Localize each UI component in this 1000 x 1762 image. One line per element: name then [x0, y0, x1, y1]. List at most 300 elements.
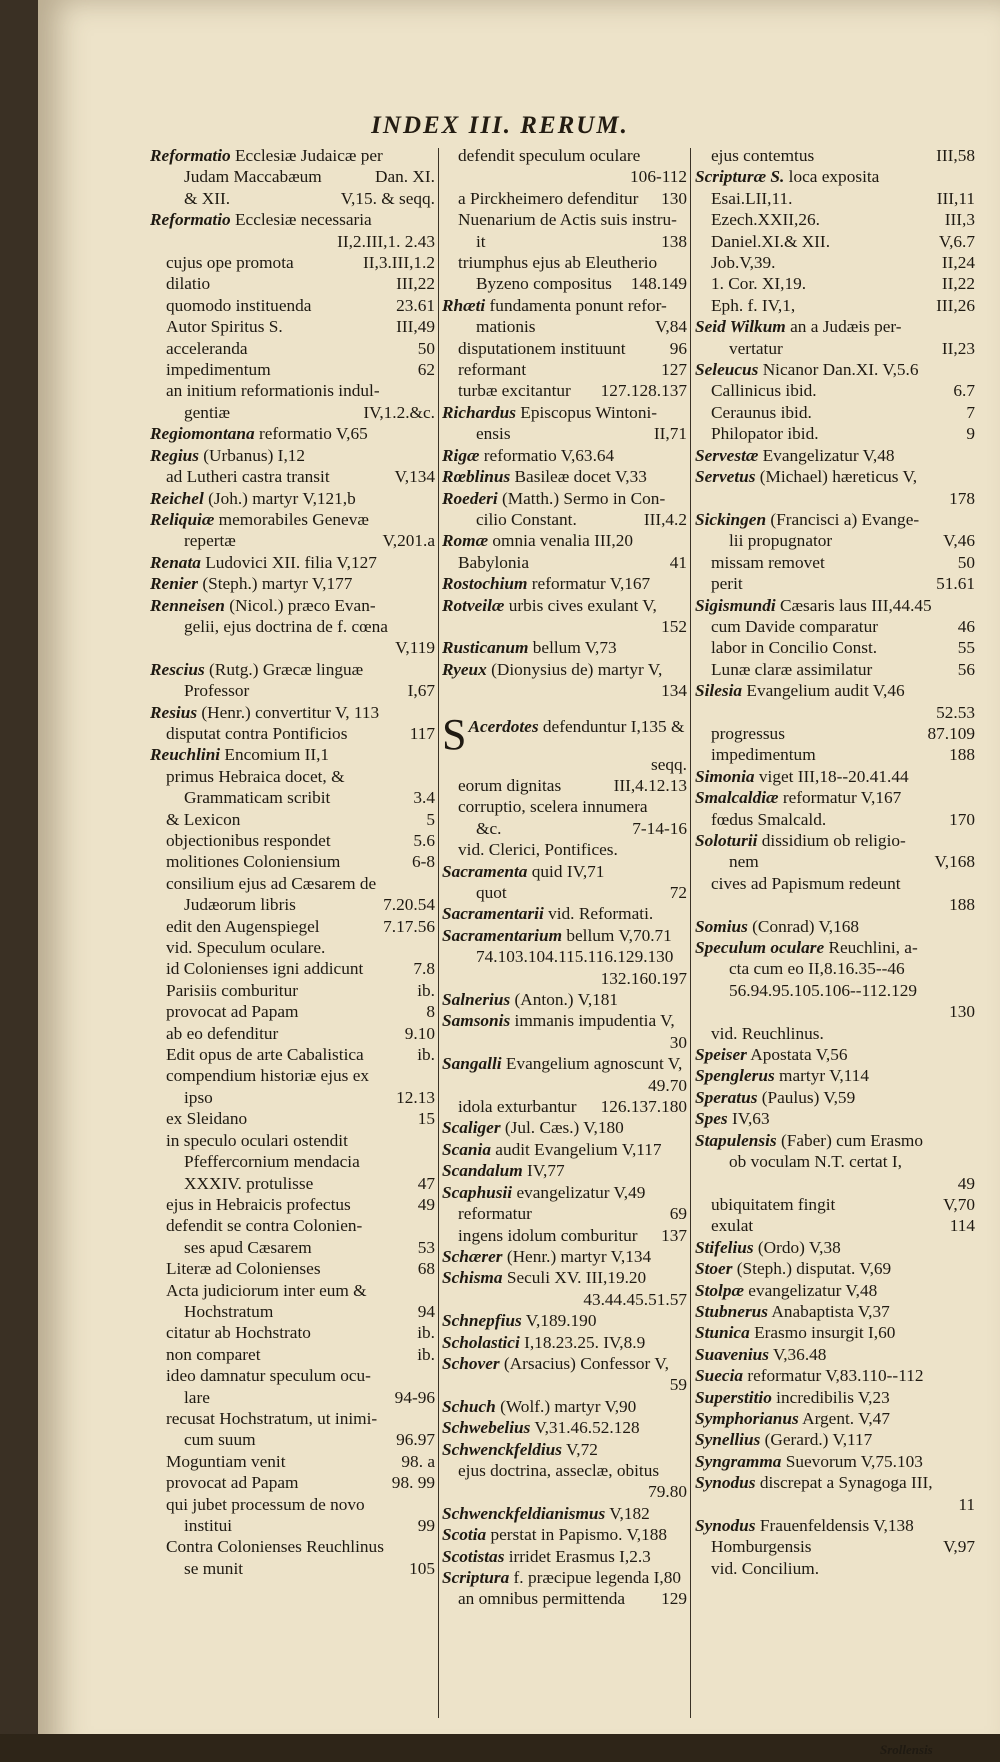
index-subentry: impedimentum 188 — [711, 745, 975, 765]
index-entry: Spes IV,63 — [695, 1109, 770, 1129]
index-subentry: Parisiis comburitur ib. — [166, 980, 435, 1000]
entry-keyword: Rotveilæ — [442, 595, 505, 615]
index-subentry: ab eo defenditur 9.10 — [166, 1023, 435, 1043]
index-subentry: ex Sleidano 15 — [166, 1109, 435, 1129]
entry-keyword: Suavenius — [695, 1344, 769, 1364]
index-subentry: Hochstratum 94 — [184, 1301, 435, 1321]
index-subentry: progressus 87.109 — [711, 723, 975, 743]
index-subentry: eorum dignitas III,4.12.13 — [458, 775, 687, 795]
entry-keyword: Somius — [695, 916, 748, 936]
index-subentry: & XII. V,15. & seqq. — [184, 188, 435, 208]
index-subentry: an initium reformationis indul- — [166, 381, 380, 401]
page-reference: II,22 — [941, 274, 975, 294]
page-reference: 9 — [966, 424, 975, 444]
index-subentry — [442, 680, 687, 701]
page-reference: 105 — [409, 1558, 435, 1578]
index-subentry: institui 99 — [184, 1516, 435, 1535]
index-subentry — [442, 1289, 687, 1310]
entry-keyword: Stifelius — [695, 1237, 754, 1257]
index-subentry: vid. Reuchlinus. — [711, 1023, 824, 1043]
index-entry: Schærer (Henr.) martyr V,134 — [442, 1246, 652, 1266]
index-subentry: primus Hebraica docet, & — [166, 766, 345, 786]
index-subentry: Homburgensis V,97 — [711, 1537, 975, 1557]
index-subentry: disputationem instituunt 96 — [458, 338, 687, 358]
index-entry: Speculum oculare Reuchlini, a- — [695, 938, 918, 958]
page-reference: 117 — [409, 723, 435, 743]
page-reference: 7.8 — [413, 959, 435, 979]
page-reference: 188 — [949, 895, 975, 915]
index-subentry: vid. Clerici, Pontifices. — [458, 840, 618, 860]
page-reference: seqq. — [651, 754, 687, 774]
entry-keyword: Spenglerus — [695, 1066, 775, 1086]
index-subentry: ingens idolum comburitur 137 — [458, 1225, 687, 1245]
page-reference: 47 — [417, 1173, 435, 1193]
entry-keyword: Synodus — [695, 1516, 756, 1535]
index-entry: Servetus (Michael) hæreticus V, — [695, 467, 918, 487]
page-reference: V,119 — [395, 638, 435, 658]
entry-keyword: Stapulensis — [695, 1130, 777, 1150]
index-subentry: Pfeffercornium mendacia — [184, 1152, 360, 1172]
page-reference: 129 — [661, 1589, 687, 1609]
entry-keyword: Synodus — [695, 1473, 756, 1493]
index-entry: Speiser Apostata V,56 — [695, 1045, 848, 1065]
page-reference: III,11 — [936, 188, 975, 208]
entry-keyword: Seleucus — [695, 360, 759, 380]
index-subentry: disputat contra Pontificios 117 — [166, 723, 435, 743]
index-subentry: Grammaticam scribit 3.4 — [184, 788, 435, 808]
entry-keyword: Scaphusii — [442, 1182, 513, 1202]
page-reference: 12.13 — [396, 1087, 435, 1107]
entry-keyword: Schnepfius — [442, 1311, 522, 1331]
index-subentry: Philopator ibid. 9 — [711, 424, 975, 444]
page-reference: 5.6 — [413, 831, 435, 850]
index-subentry: Ezech.XXII,26. III,3 — [711, 210, 975, 230]
entry-keyword: Scriptura — [442, 1568, 510, 1587]
index-entry: Roederi (Matth.) Sermo in Con- — [442, 488, 666, 508]
index-subentry: Job.V,39. II,24 — [711, 253, 975, 273]
page-reference: II,2.III,1. 2.43 — [337, 231, 435, 251]
page-reference: 87.109 — [927, 723, 975, 743]
page-reference: 50 — [417, 338, 435, 358]
index-entry: Stoer (Steph.) disputat. V,69 — [695, 1259, 892, 1279]
index-subentry: Acta judiciorum inter eum & — [166, 1280, 367, 1300]
index-subentry: Professor I,67 — [184, 681, 435, 701]
index-subentry: Daniel.XI.& XII. V,6.7 — [711, 231, 975, 251]
page-reference: III,4.12.13 — [613, 775, 687, 795]
index-subentry: ejus in Hebraicis profectus 49 — [166, 1194, 435, 1214]
entry-keyword: Speculum oculare — [695, 938, 825, 958]
page-reference: 46 — [957, 616, 975, 636]
entry-keyword: Sacramentarii — [442, 904, 544, 924]
page-reference: 138 — [661, 231, 687, 251]
index-column-1 — [150, 145, 435, 1579]
index-entry: Scholastici I,18.23.25. IV,8.9 — [442, 1332, 646, 1352]
index-subentry: repertæ V,201.a — [184, 531, 435, 551]
index-column-3 — [695, 145, 975, 1579]
index-subentry: Esai.LII,11. III,11 — [711, 188, 975, 208]
page-reference: V,134 — [394, 467, 435, 487]
entry-keyword: Scholastici — [442, 1332, 520, 1352]
index-subentry: cujus ope promota II,3.III,1.2 — [166, 253, 435, 273]
entry-keyword: Symphorianus — [695, 1408, 799, 1428]
entry-keyword: Resius — [150, 702, 198, 722]
index-entry: Suecia reformatur V,83.110--112 — [695, 1366, 924, 1386]
index-subentry: provocat ad Papam 98. 99 — [166, 1473, 435, 1493]
index-entry: Schwenckfeldianismus V,182 — [442, 1503, 650, 1523]
page-reference: 7 — [966, 402, 975, 422]
index-entry: Stolpæ evangelizatur V,48 — [695, 1280, 878, 1300]
index-subentry: & Lexicon 5 — [166, 809, 435, 829]
page-reference: V,201.a — [382, 531, 435, 551]
index-subentry: cta cum eo II,8.16.35--46 — [729, 959, 905, 979]
index-subentry: in speculo oculari ostendit — [166, 1130, 348, 1150]
index-subentry: consilium ejus ad Cæsarem de — [166, 873, 377, 893]
page-reference: 94 — [417, 1301, 435, 1321]
index-subentry: defendit se contra Colonien- — [166, 1216, 363, 1236]
index-entry: Sigismundi Cæsaris laus III,44.45 — [695, 595, 932, 615]
index-subentry: cum Davide comparatur 46 — [711, 616, 975, 636]
index-entry: Symphorianus Argent. V,47 — [695, 1408, 890, 1428]
index-subentry: triumphus ejus ab Eleutherio — [458, 253, 658, 273]
index-entry: Servestæ Evangelizatur V,48 — [695, 445, 895, 465]
index-subentry: gelii, ejus doctrina de f. cœna — [184, 616, 388, 636]
index-entry: Speratus (Paulus) V,59 — [695, 1087, 856, 1107]
entry-keyword: Schuch — [442, 1396, 496, 1416]
entry-keyword: Servestæ — [695, 445, 759, 465]
page-reference: III,58 — [936, 146, 975, 165]
entry-keyword: Speratus — [695, 1087, 758, 1107]
index-entry: Regius (Urbanus) I,12 — [150, 445, 306, 465]
page-reference: 51.61 — [936, 574, 975, 594]
page-reference: III,3 — [944, 210, 975, 230]
entry-keyword: Sacramenta — [442, 861, 528, 881]
index-entry: Renier (Steph.) martyr V,177 — [150, 574, 353, 594]
entry-keyword: Richardus — [442, 402, 516, 422]
index-entry: Renneisen (Nicol.) præco Evan- — [150, 595, 376, 615]
index-entry: Scotistas irridet Erasmus I,2.3 — [442, 1546, 651, 1566]
page-reference: 11 — [958, 1494, 975, 1514]
entry-keyword: Schover — [442, 1353, 500, 1373]
page-reference: ib. — [417, 1323, 435, 1343]
page-header: INDEX III. RERUM. — [371, 112, 629, 139]
page-reference: 6.7 — [953, 381, 975, 401]
entry-keyword: Scotia — [442, 1525, 487, 1545]
index-entry: Scriptura f. præcipue legenda I,80 — [442, 1568, 682, 1587]
index-entry: Schisma Seculi XV. III,19.20 — [442, 1268, 647, 1288]
initial-letter: S — [442, 715, 467, 754]
page-reference: 23.61 — [396, 295, 435, 315]
page-reference: 130 — [661, 188, 687, 208]
index-subentry: 56.94.95.105.106--112.129 — [729, 980, 918, 1000]
index-subentry: Eph. f. IV,1, III,26 — [711, 295, 975, 315]
index-subentry: labor in Concilio Const. 55 — [711, 638, 975, 658]
page-reference: V,70 — [943, 1194, 975, 1214]
entry-keyword: Regius — [150, 445, 199, 465]
entry-keyword: Salnerius — [442, 990, 511, 1010]
page-reference: 94-96 — [394, 1387, 435, 1407]
index-entry: Scaliger (Jul. Cæs.) V,180 — [442, 1118, 624, 1138]
index-subentry: a Pirckheimero defenditur 130 — [458, 188, 687, 208]
page-reference: 79.80 — [648, 1482, 687, 1502]
index-entry: Sacramentarium bellum V,70.71 — [442, 925, 672, 945]
index-subentry: fœdus Smalcald. 170 — [711, 809, 975, 829]
entry-keyword: Reformatio — [150, 146, 231, 165]
index-subentry: nem V,168 — [729, 852, 975, 872]
index-subentry: mationis V,84 — [476, 317, 687, 337]
index-subentry: Autor Spiritus S. III,49 — [166, 317, 435, 337]
page-reference: 8 — [426, 1002, 435, 1022]
entry-keyword: Sickingen — [695, 509, 767, 529]
index-entry: Schover (Arsacius) Confessor V, — [442, 1353, 669, 1373]
entry-keyword: Speiser — [695, 1045, 747, 1065]
index-subentry: cum suum 96.97 — [184, 1430, 435, 1450]
page-reference: 41 — [669, 552, 687, 572]
index-subentry: defendit speculum oculare — [458, 146, 641, 165]
index-subentry: edit den Augenspiegel 7.17.56 — [166, 916, 435, 936]
index-subentry: gentiæ IV,1.2.&c. — [184, 402, 435, 422]
index-entry: Simonia viget III,18--20.41.44 — [695, 766, 909, 786]
entry-keyword: Schwebelius — [442, 1418, 531, 1438]
index-entry: Scotia perstat in Papismo. V,188 — [442, 1525, 667, 1545]
index-subentry: Edit opus de arte Cabalistica ib. — [166, 1045, 435, 1065]
index-entry: S Acerdotes defenduntur I,135 & — [442, 715, 685, 754]
page-reference: 7.17.56 — [383, 916, 435, 936]
index-entry: Sacramenta quid IV,71 — [442, 861, 605, 881]
index-subentry — [442, 702, 687, 716]
index-subentry: ideo damnatur speculum ocu- — [166, 1366, 371, 1386]
index-subentry — [442, 1374, 687, 1395]
page-reference: Dan. XI. — [375, 167, 435, 187]
entry-keyword: Stolpæ — [695, 1280, 744, 1300]
page-reference: ib. — [417, 1344, 435, 1364]
page-reference: III,26 — [936, 295, 975, 315]
page-reference: 170 — [949, 809, 975, 829]
entry-keyword: Regiomontana — [150, 424, 255, 444]
page-reference: 56 — [957, 659, 975, 679]
page-reference: III,22 — [396, 274, 435, 294]
page-reference: II,3.III,1.2 — [363, 253, 435, 273]
page-reference: II,71 — [653, 424, 687, 444]
index-subentry: se munit 105 — [184, 1558, 435, 1578]
index-column-2 — [442, 145, 687, 1610]
index-entry: Seleucus Nicanor Dan.XI. V,5.6 — [695, 360, 919, 380]
entry-keyword: Sacramentarium — [442, 925, 563, 945]
index-subentry: ad Lutheri castra transit V,134 — [166, 467, 435, 487]
index-subentry: 74.103.104.115.116.129.130 — [476, 947, 674, 967]
index-subentry — [442, 616, 687, 637]
page-reference: 98. a — [401, 1451, 435, 1471]
entry-keyword: Samsonis — [442, 1011, 511, 1031]
index-subentry: qui jubet processum de novo — [166, 1494, 365, 1514]
entry-keyword: Scaliger — [442, 1118, 501, 1138]
index-entry: Reuchlini Encomium II,1 — [150, 745, 330, 765]
index-subentry: Babylonia 41 — [458, 552, 687, 572]
page-reference: 178 — [949, 488, 975, 508]
index-subentry: objectionibus respondet 5.6 — [166, 831, 435, 850]
entry-keyword: Stunica — [695, 1323, 750, 1343]
index-subentry: non comparet ib. — [166, 1344, 435, 1364]
page-reference: 3.4 — [413, 788, 435, 808]
page-reference: 49.70 — [648, 1075, 687, 1095]
entry-keyword: Scripturæ S. — [695, 167, 785, 187]
index-entry: Scripturæ S. loca exposita — [695, 167, 880, 187]
index-subentry — [695, 488, 975, 509]
entry-keyword: Rœblinus — [442, 467, 511, 487]
index-subentry: ses apud Cæsarem 53 — [184, 1237, 435, 1257]
page-reference: 99 — [417, 1516, 435, 1535]
index-subentry: Callinicus ibid. 6.7 — [711, 381, 975, 401]
page-reference: V,97 — [943, 1537, 975, 1557]
page-reference: II,24 — [941, 253, 975, 273]
index-subentry: dilatio III,22 — [166, 274, 435, 294]
index-subentry: ubiquitatem fingit V,70 — [711, 1194, 975, 1214]
page-reference: 72 — [669, 883, 687, 902]
index-subentry: Literæ ad Colonienses 68 — [166, 1259, 435, 1279]
entry-keyword: Acerdotes — [468, 716, 539, 736]
page-reference: V,46 — [943, 531, 975, 551]
page-reference: 30 — [669, 1032, 687, 1052]
index-subentry: idola exturbantur 126.137.180 — [458, 1097, 687, 1117]
index-entry: Schwenckfeldius V,72 — [442, 1439, 598, 1459]
page-reference: 148.149 — [630, 274, 687, 294]
entry-keyword: Soloturii — [695, 831, 758, 850]
page-reference: 98. 99 — [391, 1473, 435, 1493]
index-subentry: reformatur 69 — [458, 1204, 687, 1224]
index-subentry — [442, 968, 687, 989]
index-entry: Soloturii dissidium ob religio- — [695, 831, 906, 850]
index-subentry: vid. Concilium. — [711, 1558, 820, 1578]
index-entry: Stifelius (Ordo) V,38 — [695, 1237, 841, 1257]
entry-keyword: Spes — [695, 1109, 728, 1129]
index-subentry: ensis II,71 — [476, 424, 687, 444]
page-reference: 53 — [417, 1237, 435, 1257]
index-subentry — [695, 1494, 975, 1515]
index-subentry: citatur ab Hochstrato ib. — [166, 1323, 435, 1343]
page-reference: 132.160.197 — [600, 968, 687, 988]
page-reference: 106-112 — [630, 167, 687, 187]
index-subentry: vid. Speculum oculare. — [166, 938, 326, 958]
page-reference: 96 — [669, 338, 687, 358]
index-subentry — [695, 1173, 975, 1194]
page-reference: 59 — [669, 1375, 687, 1395]
page-reference: 68 — [417, 1259, 435, 1279]
index-subentry: missam removet 50 — [711, 552, 975, 572]
column-divider — [438, 148, 439, 1718]
catchword: Srollensis — [880, 1742, 933, 1757]
entry-keyword: Schwenckfeldius — [442, 1439, 563, 1459]
index-entry: Reformatio Ecclesiæ Judaicæ per — [150, 146, 383, 165]
page-reference: IV,1.2.&c. — [363, 402, 435, 422]
index-subentry — [442, 1075, 687, 1096]
index-entry: Richardus Episcopus Wintoni- — [442, 402, 658, 422]
index-subentry: recusat Hochstratum, ut inimi- — [166, 1408, 378, 1428]
index-subentry: acceleranda 50 — [166, 338, 435, 358]
index-subentry — [442, 1481, 687, 1502]
entry-keyword: Syngramma — [695, 1451, 782, 1471]
index-subentry: provocat ad Papam 8 — [166, 1002, 435, 1022]
index-subentry: molitiones Coloniensium 6-8 — [166, 852, 435, 872]
page-reference: 7.20.54 — [383, 895, 435, 915]
entry-keyword: Reliquiæ — [150, 509, 215, 529]
entry-keyword: Reichel — [150, 488, 204, 508]
index-entry: Rœblinus Basileæ docet V,33 — [442, 467, 647, 487]
entry-keyword: Stoer — [695, 1259, 733, 1279]
index-subentry: cilio Constant. III,4.2 — [476, 509, 687, 529]
index-subentry: lare 94-96 — [184, 1387, 435, 1407]
index-subentry: Nuenarium de Actis suis instru- — [458, 210, 677, 230]
index-entry: Rostochium reformatur V,167 — [442, 574, 651, 594]
entry-keyword: Superstitio — [695, 1387, 772, 1407]
entry-keyword: Scania — [442, 1139, 491, 1159]
index-entry: Silesia Evangelium audit V,46 — [695, 681, 905, 701]
index-subentry — [150, 637, 435, 658]
index-subentry: &c. 7-14-16 — [476, 818, 687, 838]
page-reference: 69 — [669, 1204, 687, 1224]
entry-keyword: Silesia — [695, 681, 743, 701]
index-entry: Reformatio Ecclesiæ necessaria — [150, 210, 372, 230]
page-reference: 152 — [661, 616, 687, 636]
index-entry: Sacramentarii vid. Reformati. — [442, 904, 654, 924]
entry-keyword: Synellius — [695, 1430, 761, 1450]
page-reference: ib. — [417, 980, 435, 1000]
page-reference: 52.53 — [936, 702, 975, 722]
entry-keyword: Ryeux — [442, 659, 487, 679]
entry-keyword: Seid Wilkum — [695, 317, 786, 337]
index-subentry: ipso 12.13 — [184, 1087, 435, 1107]
index-subentry: it 138 — [476, 231, 687, 251]
index-entry: Superstitio incredibilis V,23 — [695, 1387, 890, 1407]
entry-keyword: Renata — [150, 552, 201, 572]
index-entry: Smalcaldiæ reformatur V,167 — [695, 788, 902, 808]
entry-keyword: Simonia — [695, 766, 755, 786]
page-reference: ib. — [417, 1045, 435, 1065]
page-reference: V,168 — [934, 852, 975, 872]
index-subentry — [695, 894, 975, 915]
index-entry: Stunica Erasmo insurgit I,60 — [695, 1323, 896, 1343]
page-reference: V,6.7 — [938, 231, 975, 251]
entry-keyword: Smalcaldiæ — [695, 788, 779, 808]
entry-keyword: Rusticanum — [442, 638, 529, 658]
index-entry: Sangalli Evangelium agnoscunt V, — [442, 1054, 683, 1074]
index-subentry: vertatur II,23 — [729, 338, 975, 358]
entry-keyword: Sangalli — [442, 1054, 502, 1074]
page-reference: 96.97 — [396, 1430, 435, 1450]
entry-keyword: Stubnerus — [695, 1301, 769, 1321]
index-entry: Schwebelius V,31.46.52.128 — [442, 1418, 640, 1438]
index-entry: Scania audit Evangelium V,117 — [442, 1139, 662, 1159]
entry-keyword: Rescius — [150, 659, 205, 679]
index-subentry — [150, 231, 435, 252]
entry-keyword: Reformatio — [150, 210, 231, 230]
entry-keyword: Servetus — [695, 467, 756, 487]
index-entry: Synellius (Gerard.) V,117 — [695, 1430, 873, 1450]
index-entry: Salnerius (Anton.) V,181 — [442, 990, 619, 1010]
page-reference: 9.10 — [404, 1023, 435, 1043]
index-subentry: quot 72 — [476, 883, 687, 902]
page-reference: III,49 — [396, 317, 435, 337]
page-reference: 7-14-16 — [632, 818, 687, 838]
entry-keyword: Rhæti — [442, 295, 486, 315]
entry-keyword: Schisma — [442, 1268, 503, 1288]
entry-keyword: Scandalum — [442, 1161, 523, 1181]
page-reference: 15 — [417, 1109, 435, 1129]
index-subentry — [442, 166, 687, 187]
index-subentry: quomodo instituenda 23.61 — [166, 295, 435, 315]
index-entry: Somius (Conrad) V,168 — [695, 916, 860, 936]
entry-keyword: Schærer — [442, 1246, 503, 1266]
index-subentry: exulat 114 — [711, 1216, 975, 1236]
page-bottom-edge — [0, 1734, 1000, 1762]
